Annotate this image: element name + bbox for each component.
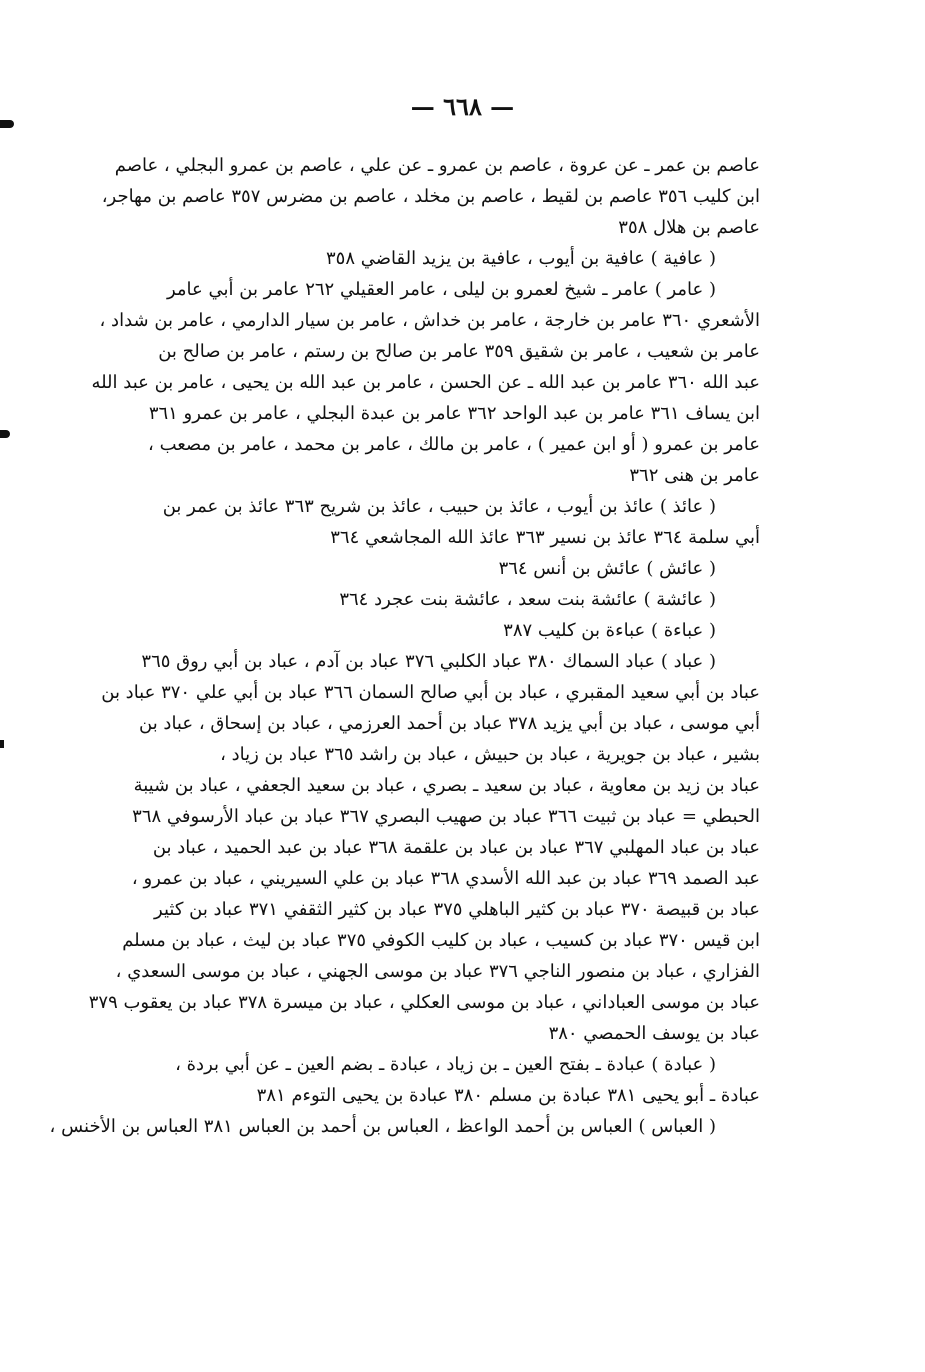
text-line: عاصم بن هلال ٣٥٨ [618, 217, 760, 238]
text-line: الأشعري ٣٦٠ عامر بن خارجة ، عامر بن خداش ، عامر بن سيار الدارمي ، عامر بن شداد ، [99, 310, 760, 331]
text-line: أبي موسى ، عباد بن أبي يزيد ٣٧٨ عباد بن أحمد العرزمي ، عباد بن إسحاق ، عباد بن [139, 713, 760, 734]
page-number: — ٦٦٨ — [410, 92, 515, 121]
index-text [49, 150, 760, 1142]
text-line: عباد بن عباد المهلبي ٣٦٧ عباد بن عباد بن علقمة ٣٦٨ عباد بن عبد الحميد ، عباد بن [152, 837, 760, 858]
text-line: ( عباد ) عباد السماك ٣٨٠ عباد الكلبي ٣٧٦ عباد بن آدم ، عباد بن أبي روق ٣٦٥ [141, 651, 716, 672]
text-line: عباد بن موسى العباداني ، عباد بن موسى العكلي ، عباد بن ميسرة ٣٧٨ عباد بن يعقوب ٣٧٩ [88, 992, 760, 1013]
text-line: ( عائش ) عائش بن أنس ٣٦٤ [498, 558, 716, 579]
text-line: ابن كليب ٣٥٦ عاصم بن لقيط ، عاصم بن مخلد ، عاصم بن مضرس ٣٥٧ عاصم بن مهاجر، [101, 186, 760, 207]
text-line: أبي سلمة ٣٦٤ عائذ بن نسير ٣٦٣ عائذ الله المجاشعي ٣٦٤ [330, 527, 760, 548]
text-line: ( عامر ) عامر ـ شيخ لعمرو بن ليلى ، عامر العقيلي ٢٦٢ عامر بن أبي عامر [166, 279, 716, 300]
binding-mark [0, 740, 4, 748]
text-line: عباد بن قبيصة ٣٧٠ عباد بن كثير الباهلي ٣٧٥ عباد بن كثير الثقفي ٣٧١ عباد بن كثير [154, 899, 760, 920]
text-line: عبادة ـ أبو يحيى ٣٨١ عبادة بن مسلم ٣٨٠ عبادة بن يحيى التوءم ٣٨١ [256, 1085, 760, 1106]
text-line: عامر بن عمرو ( أو ابن عمير ) ، عامر بن مالك ، عامر بن محمد ، عامر بن مصعب ، [148, 434, 760, 455]
text-line: عامر بن هنى ٣٦٢ [629, 465, 760, 486]
text-line: ( عبادة ) عبادة ـ بفتح العين ـ بن زياد ، عبادة ـ بضم العين ـ عن أبي بردة ، [175, 1054, 716, 1075]
binding-mark [0, 430, 10, 438]
text-line: عباد بن أبي سعيد المقبري ، عباد بن أبي صالح السمان ٣٦٦ عباد بن أبي علي ٣٧٠ عباد بن [101, 682, 760, 703]
text-line: عاصم بن عمر ـ عن عروة ، عاصم بن عمرو ـ عن علي ، عاصم بن عمرو البجلي ، عاصم [114, 155, 760, 176]
text-line: ( عباءة ) عباءة بن كليب ٣٨٧ [503, 620, 716, 641]
text-line: الفزاري ، عباد بن منصور الناجي ٣٧٦ عباد بن موسى الجهني ، عباد بن موسى السعدي ، [115, 961, 760, 982]
text-line: ابن قيس ٣٧٠ عباد بن كسيب ، عباد بن كليب الكوفي ٣٧٥ عباد بن ليث ، عباد بن مسلم [122, 930, 760, 951]
text-line: ( عائذ ) عائذ بن أيوب ، عائذ بن حبيب ، عائذ بن شريح ٣٦٣ عائذ بن عمر بن [162, 496, 716, 517]
text-line: عباد بن زيد بن معاوية ، عباد بن سعيد ـ بصري ، عباد بن سعيد الجعفي ، عباد بن شيبة [133, 775, 760, 796]
text-line: عباد بن يوسف الحمصي ٣٨٠ [548, 1023, 760, 1044]
text-line: ( العباس ) العباس بن أحمد الواعظ ، العباس بن أحمد بن العباس ٣٨١ العباس بن الأخنس ، [49, 1116, 716, 1137]
text-line: عامر بن شعيب ، عامر بن شقيق ٣٥٩ عامر بن صالح بن رستم ، عامر بن صالح بن [158, 341, 760, 362]
text-line: الحبطي = عباد بن ثبيت ٣٦٦ عباد بن صهيب البصري ٣٦٧ عباد بن عباد الأرسوفي ٣٦٨ [132, 806, 760, 827]
text-line: بشير ، عباد بن جويرية ، عباد بن حبيش ، عباد بن راشد ٣٦٥ عباد بن زياد ، [220, 744, 760, 765]
text-line: عبد الله ٣٦٠ عامر بن عبد الله ـ عن الحسن ، عامر بن عبد الله بن يحيى ، عامر بن عبد الله [91, 372, 760, 393]
text-line: ( عائشة ) عائشة بنت سعد ، عائشة بنت عجرد ٣٦٤ [339, 589, 716, 610]
text-line: ( عافية ) عافية بن أيوب ، عافية بن يزيد القاضي ٣٥٨ [326, 248, 716, 269]
text-line: عبد الصمد ٣٦٩ عباد بن عبد الله الأسدي ٣٦٨ عباد بن علي السيريني ، عباد بن عمرو ، [131, 868, 760, 889]
text-line: ابن يساف ٣٦١ عامر بن عبد الواحد ٣٦٢ عامر بن عبدة البجلي ، عامر بن عمرو ٣٦١ [148, 403, 760, 424]
